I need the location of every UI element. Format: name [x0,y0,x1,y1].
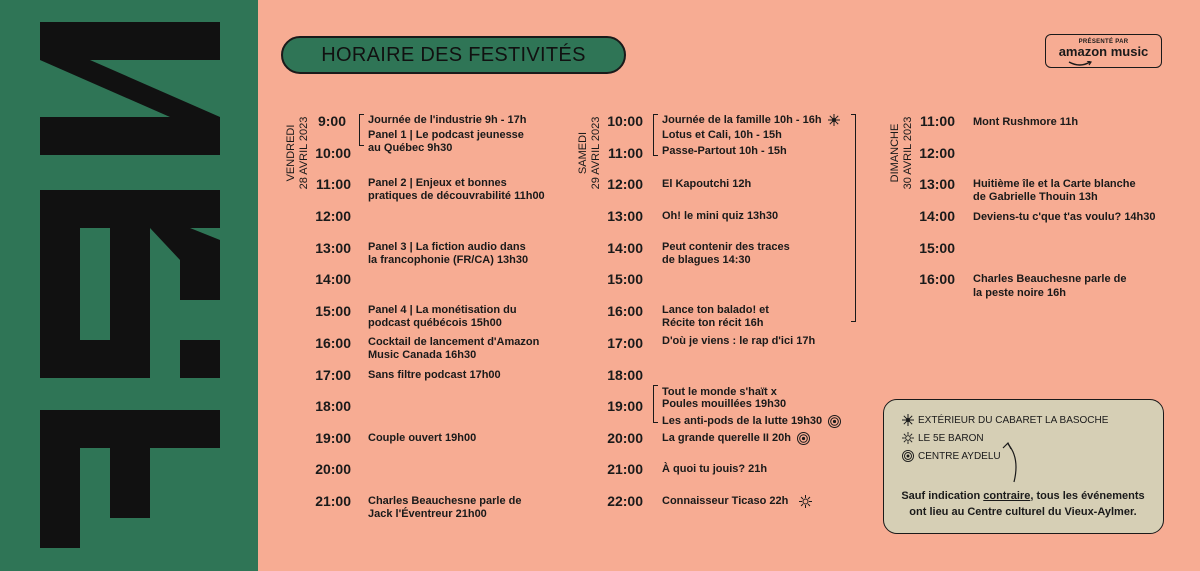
sun-icon [828,114,840,126]
event-item: Panel 3 | La fiction audio dans [368,241,526,253]
event-item: Mont Rushmore 11h [973,116,1079,128]
legend-note-line2: ont lieu au Centre culturel du Vieux-Aylmer. [909,506,1137,518]
day-name: SAMEDI [577,131,589,175]
day-date: 28 AVRIL 2023 [298,116,310,190]
event-item: Deviens-tu c'que t'as voulu? 14h30 [973,211,1156,223]
event-item: Tout le monde s'haït x [662,386,777,398]
event-item: Charles Beauchesne parle de [973,273,1127,285]
event-item: Charles Beauchesne parle de [368,495,522,507]
event-label: La grande querelle II 20h [662,432,791,444]
day-date: 30 AVRIL 2023 [902,116,914,190]
legend-label: EXTÉRIEUR DU CABARET LA BASOCHE [918,414,1109,426]
event-item: El Kapoutchi 12h [662,178,752,190]
event-item: Récite ton récit 16h [662,317,764,329]
time-slot: 19:00 [607,398,643,414]
event-item: la peste noire 16h [973,287,1066,299]
event-item: D'où je viens : le rap d'ici 17h [662,335,816,347]
time-slot: 14:00 [315,271,351,287]
event-item: Peut contenir des traces [662,241,790,253]
time-slot: 13:00 [919,176,955,192]
sponsor-logo [1045,34,1162,68]
note-text: Sauf indication [901,490,984,502]
bracket [653,385,658,423]
event-label: Journée de la famille 10h - 16h [662,114,822,126]
time-slot: 15:00 [315,303,351,319]
sponsor-name: amazon music [1058,44,1149,59]
starburst-icon [902,432,914,444]
time-slot: 15:00 [919,240,955,256]
time-slot: 12:00 [607,176,643,192]
amazon-smile-icon [1068,61,1092,67]
event-item: Passe-Partout 10h - 15h [662,145,787,157]
logo-band [0,0,258,571]
legend-label: CENTRE AYDELU [918,450,1001,462]
bracket [851,114,856,322]
time-slot: 18:00 [607,367,643,383]
time-slot: 19:00 [315,430,351,446]
event-label: Les anti-pods de la lutte 19h30 [662,415,823,427]
event-item [662,414,841,428]
day-name: VENDREDI [285,124,297,182]
event-item [662,431,810,445]
time-slot: 20:00 [315,461,351,477]
time-slot: 21:00 [607,461,643,477]
time-slot: 13:00 [315,240,351,256]
day-name: DIMANCHE [889,123,901,183]
time-slot: 17:00 [315,367,351,383]
event-item: Sans filtre podcast 17h00 [368,369,501,381]
curved-arrow-icon [994,438,1024,484]
time-slot: 9:00 [317,113,346,129]
time-slot: 11:00 [607,145,643,161]
event-item: Couple ouvert 19h00 [368,432,477,444]
bracket [359,114,364,146]
event-item: Panel 2 | Enjeux et bonnes [368,177,507,189]
event-item: Journée de l'industrie 9h - 17h [368,114,527,126]
time-slot: 10:00 [315,145,351,161]
event-item: Lotus et Cali, 10h - 15h [662,129,782,141]
time-slot: 16:00 [607,303,643,319]
sun-icon [902,414,914,426]
target-icon [902,450,914,462]
presented-by-label: PRÉSENTÉ PAR [1078,39,1129,45]
time-slot: 11:00 [315,176,351,192]
event-item: Lance ton balado! et [662,304,769,316]
time-slot: 18:00 [315,398,351,414]
event-item [662,113,840,127]
legend-note-line1 [884,488,1162,504]
legend-box [883,399,1164,534]
time-slot: 15:00 [607,271,643,287]
time-slot: 12:00 [315,208,351,224]
event-item: Panel 4 | La monétisation du [368,304,517,316]
time-slot: 13:00 [607,208,643,224]
legend-item [902,432,984,444]
event-item: Cocktail de lancement d'Amazon [368,336,540,348]
event-item: pratiques de découvrabilité 11h00 [368,190,545,202]
event-item: À quoi tu jouis? 21h [662,463,768,475]
time-slot: 21:00 [315,493,351,509]
time-slot: 11:00 [919,113,955,129]
time-slot: 14:00 [607,240,643,256]
event-label: Connaisseur Ticaso 22h [662,495,789,507]
note-text: , tous les événements [1030,490,1145,502]
event-item: de blagues 14:30 [662,254,751,266]
time-slot: 16:00 [315,335,351,351]
event-item: Panel 1 | Le podcast jeunesse [368,129,524,141]
time-slot: 17:00 [607,335,643,351]
event-item: la francophonie (FR/CA) 13h30 [368,254,529,266]
target-icon [828,415,841,428]
time-slot: 10:00 [607,113,643,129]
event-item: Oh! le mini quiz 13h30 [662,210,779,222]
legend-note [884,488,1162,520]
legend-item [902,450,1001,462]
target-icon [797,432,810,445]
starburst-icon [799,495,812,508]
day-date: 29 AVRIL 2023 [590,116,602,190]
time-slot: 22:00 [607,493,643,509]
event-item: de Gabrielle Thouin 13h [973,191,1098,203]
note-underlined: contraire [983,490,1031,502]
event-item: Music Canada 16h30 [368,349,477,361]
time-slot: 14:00 [919,208,955,224]
frn-logo [0,0,258,571]
event-item [662,494,812,508]
event-item: Huitième île et la Carte blanche [973,178,1136,190]
legend-label: LE 5E BARON [918,432,984,444]
event-item: au Québec 9h30 [368,142,453,154]
bracket [653,114,658,156]
legend-item [902,414,1108,426]
event-item: podcast québécois 15h00 [368,317,502,329]
time-slot: 16:00 [919,271,955,287]
event-item: Poules mouillées 19h30 [662,398,787,410]
page-title: HORAIRE DES FESTIVITÉS [281,36,626,74]
time-slot: 12:00 [919,145,955,161]
time-slot: 20:00 [607,430,643,446]
event-item: Jack l'Éventreur 21h00 [368,508,487,520]
